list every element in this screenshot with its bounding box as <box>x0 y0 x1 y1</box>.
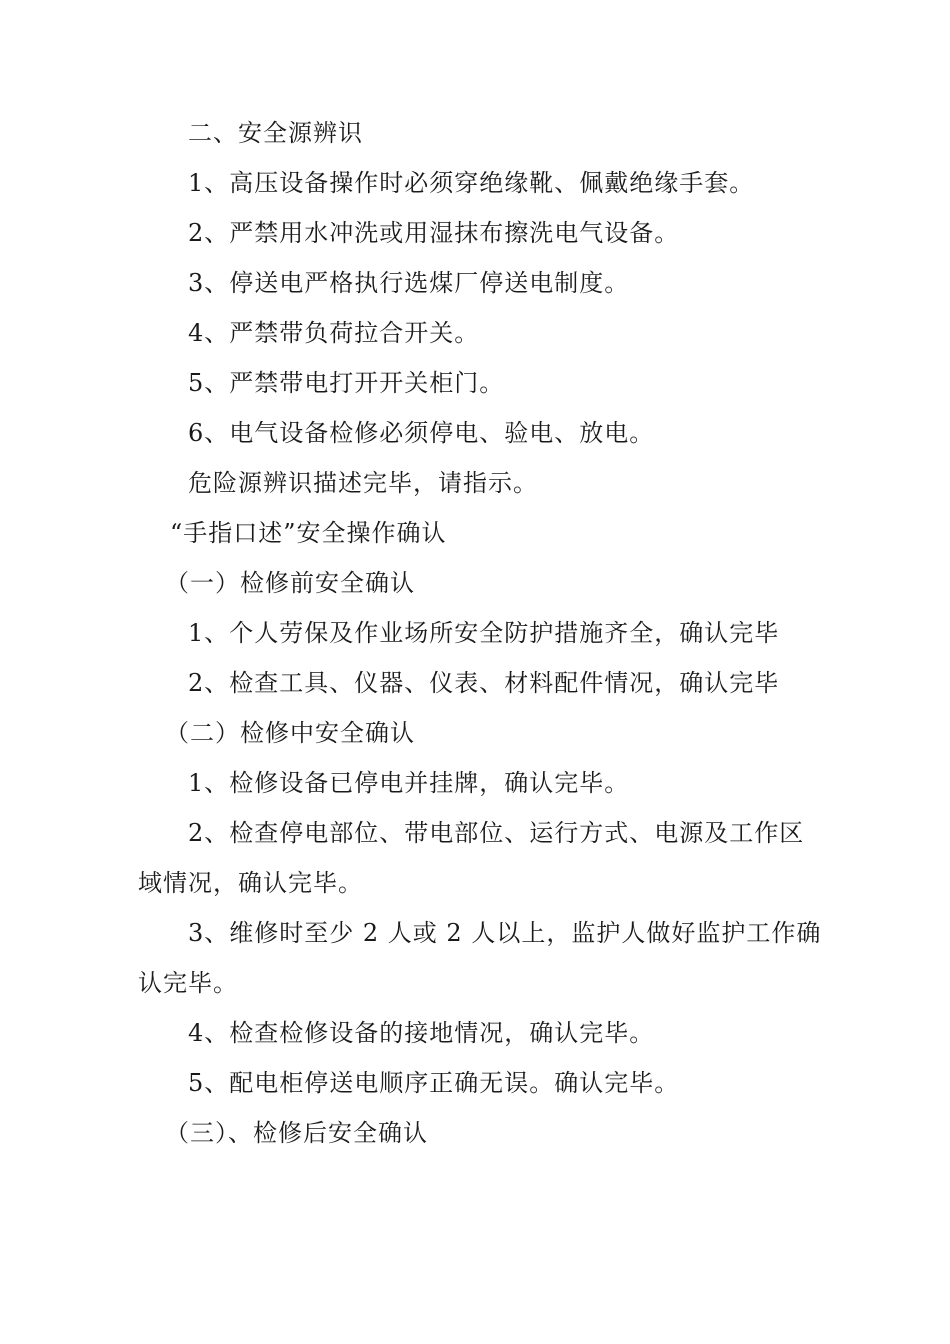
paragraph-line: 5、配电柜停送电顺序正确无误。确认完毕。 <box>188 1069 680 1097</box>
paragraph-line: 3、停送电严格执行选煤厂停送电制度。 <box>188 269 630 297</box>
paragraph-line: 2、严禁用水冲洗或用湿抹布擦洗电气设备。 <box>188 219 680 247</box>
paragraph-line: 危险源辨识描述完毕，请指示。 <box>188 469 538 497</box>
paragraph-line: 2、检查停电部位、带电部位、运行方式、电源及工作区 <box>188 819 805 847</box>
subsection-heading-during-maintenance: （二）检修中安全确认 <box>165 719 415 747</box>
section-heading-hazard-identification: 二、安全源辨识 <box>188 119 363 147</box>
subsection-heading-pre-maintenance: （一）检修前安全确认 <box>165 569 415 597</box>
paragraph-line: 1、高压设备操作时必须穿绝缘靴、佩戴绝缘手套。 <box>188 169 755 197</box>
paragraph-line: 6、电气设备检修必须停电、验电、放电。 <box>188 419 655 447</box>
section-heading-finger-oral-confirmation: “手指口述”安全操作确认 <box>170 519 447 547</box>
paragraph-line: 1、检修设备已停电并挂牌，确认完毕。 <box>188 769 630 797</box>
paragraph-line: 2、检查工具、仪器、仪表、材料配件情况，确认完毕 <box>188 669 780 697</box>
subsection-heading-post-maintenance: （三）、检修后安全确认 <box>165 1119 428 1147</box>
paragraph-line: 4、检查检修设备的接地情况，确认完毕。 <box>188 1019 655 1047</box>
paragraph-line-continuation: 认完毕。 <box>138 969 238 997</box>
paragraph-line: 5、严禁带电打开开关柜门。 <box>188 369 505 397</box>
paragraph-line: 4、严禁带负荷拉合开关。 <box>188 319 480 347</box>
paragraph-line: 3、维修时至少 2 人或 2 人以上，监护人做好监护工作确 <box>188 919 822 947</box>
paragraph-line-continuation: 域情况，确认完毕。 <box>138 869 363 897</box>
paragraph-line: 1、个人劳保及作业场所安全防护措施齐全，确认完毕 <box>188 619 780 647</box>
